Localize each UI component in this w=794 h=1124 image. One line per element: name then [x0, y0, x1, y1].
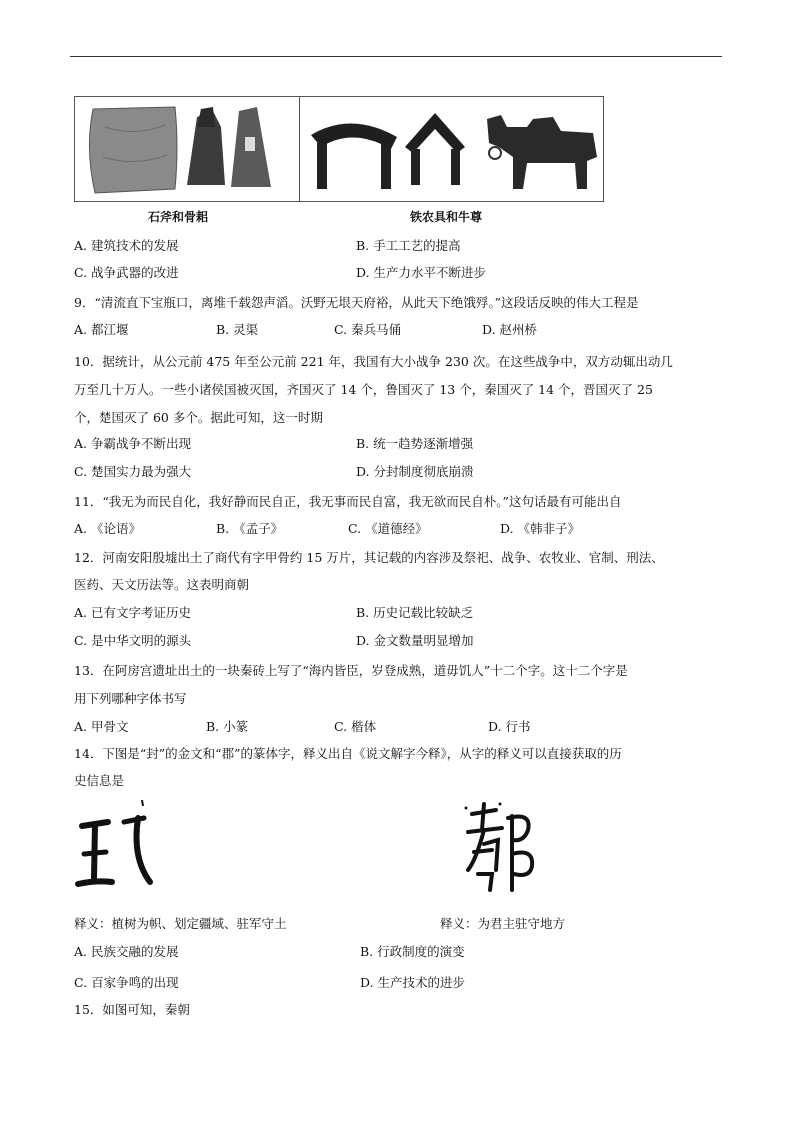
q10-stem-line-1: 10．据统计，从公元前 475 年至公元前 221 年，我国有大小战争 230 次。在这些战争中，双方动辄出动几	[74, 354, 673, 369]
q13-stem-line-1: 13．在阿房宫遗址出土的一块秦砖上写了“海内皆臣，岁登成熟，道毋饥人”十二个字。这十二个字是	[74, 663, 628, 678]
q12-option-b[interactable]: B. 历史记载比较缺乏	[356, 605, 474, 620]
header-rule	[70, 56, 722, 57]
q14-option-a[interactable]: A. 民族交融的发展	[74, 944, 179, 959]
q12-stem-line-2: 医药、天文历法等。这表明商朝	[74, 577, 250, 592]
feng-bronze-script-image	[72, 798, 162, 894]
q12-option-c[interactable]: C. 是中华文明的源头	[74, 633, 192, 648]
q10-option-c[interactable]: C. 楚国实力最为强大	[74, 464, 192, 479]
q9-option-c[interactable]: C. 秦兵马俑	[334, 322, 402, 337]
q8-option-d[interactable]: D. 生产力水平不断进步	[356, 265, 487, 280]
q10-option-b[interactable]: B. 统一趋势逐渐增强	[356, 436, 474, 451]
q12-option-d[interactable]: D. 金文数量明显增加	[356, 633, 474, 648]
q9-option-a[interactable]: A. 都江堰	[74, 322, 129, 337]
q10-option-a[interactable]: A. 争霸战争不断出现	[74, 436, 191, 451]
artifact-figure	[74, 96, 604, 202]
q13-option-a[interactable]: A. 甲骨文	[74, 719, 129, 734]
q14-left-note: 释义：植树为帜、划定疆域、驻军守土	[74, 916, 287, 931]
q8-option-c[interactable]: C. 战争武器的改进	[74, 265, 179, 280]
q12-option-a[interactable]: A. 已有文字考证历史	[74, 605, 191, 620]
q13-stem-line-2: 用下列哪种字体书写	[74, 691, 187, 706]
q11-option-d[interactable]: D. 《韩非子》	[500, 521, 581, 536]
q9-stem: 9．“清流直下宝瓶口，离堆千载怨声滔。沃野无垠天府裕，从此天下绝饿殍。”这段话反映的伟大工程是	[74, 295, 639, 310]
q15-stem: 15．如图可知，秦朝	[74, 1002, 190, 1017]
q8-option-a[interactable]: A. 建筑技术的发展	[74, 238, 179, 253]
q14-option-d[interactable]: D. 生产技术的进步	[360, 975, 466, 990]
stone-axe-bone-spade-image	[75, 97, 299, 201]
q8-option-b[interactable]: B. 手工工艺的提高	[356, 238, 461, 253]
q11-option-b[interactable]: B. 《孟子》	[216, 521, 284, 536]
q11-option-a[interactable]: A. 《论语》	[74, 521, 141, 536]
q14-option-c[interactable]: C. 百家争鸣的出现	[74, 975, 179, 990]
figure-divider	[299, 97, 300, 201]
q10-stem-line-2: 万至几十万人。一些小诸侯国被灭国，齐国灭了 14 个，鲁国灭了 13 个，秦国灭了 14 个，晋国灭了 25	[74, 382, 653, 397]
iron-tools-ox-zun-image	[301, 97, 603, 201]
figure-left-caption: 石斧和骨耜	[148, 210, 209, 224]
q13-option-c[interactable]: C. 楷体	[334, 719, 377, 734]
q10-stem-line-3: 个，楚国灭了 60 多个。据此可知，这一时期	[74, 410, 323, 425]
q11-stem: 11．“我无为而民自化，我好静而民自正，我无事而民自富，我无欲而民自朴。”这句话最有可能出自	[74, 494, 622, 509]
q14-stem-line-2: 史信息是	[74, 773, 125, 788]
q14-stem-line-1: 14．下图是“封”的金文和“郡”的篆体字，释义出自《说文解字今释》，从字的释义可以直接获取的历	[74, 746, 622, 761]
q9-option-b[interactable]: B. 灵渠	[216, 322, 259, 337]
q11-option-c[interactable]: C. 《道德经》	[348, 521, 428, 536]
q12-stem-line-1: 12．河南安阳殷墟出土了商代有字甲骨约 15 万片，其记载的内容涉及祭祀、战争、农牧业、官制、刑法、	[74, 550, 664, 565]
q13-option-b[interactable]: B. 小篆	[206, 719, 249, 734]
q9-option-d[interactable]: D. 赵州桥	[482, 322, 538, 337]
jun-seal-script-image	[462, 800, 542, 900]
figure-right-caption: 铁农具和牛尊	[410, 210, 483, 224]
q13-option-d[interactable]: D. 行书	[488, 719, 531, 734]
q14-right-note: 释义：为君主驻守地方	[440, 916, 566, 931]
q10-option-d[interactable]: D. 分封制度彻底崩溃	[356, 464, 474, 479]
q14-option-b[interactable]: B. 行政制度的演变	[360, 944, 465, 959]
